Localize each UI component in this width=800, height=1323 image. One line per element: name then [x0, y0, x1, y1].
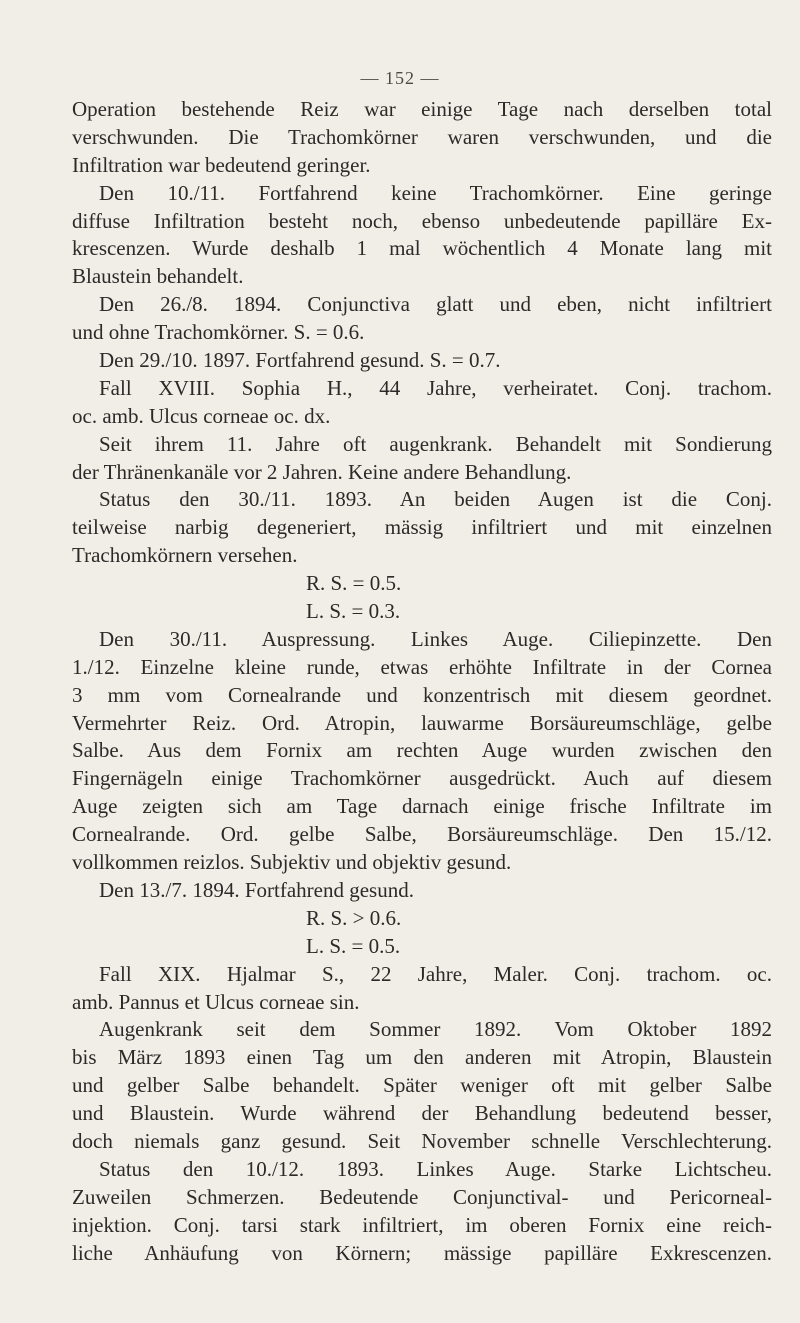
text-line: oc. amb. Ulcus corneae oc. dx.: [72, 403, 331, 428]
text-line: Fingernägeln einige Trachomkörner ausgedrückt. Auch auf diesem: [72, 766, 772, 791]
text-line: 3 mm vom Cornealrande und konzentrisch mit diesem geordnet.: [72, 682, 772, 707]
text-line: amb. Pannus et Ulcus corneae sin.: [72, 989, 360, 1014]
text-line: L. S. = 0.5.: [306, 933, 401, 958]
text-line: Status den 10./12. 1893. Linkes Auge. Starke Lichtscheu.: [99, 1156, 772, 1181]
text-line: diffuse Infiltration besteht noch, ebenso unbedeutende papilläre Ex-: [72, 208, 772, 233]
text-line: und ohne Trachomkörner. S. = 0.6.: [72, 320, 365, 345]
text-line: krescenzen. Wurde deshalb 1 mal wöchentlich 4 Monate lang mit: [72, 236, 772, 261]
text-line: Den 30./11. Auspressung. Linkes Auge. Ciliepinzette. Den: [99, 626, 772, 651]
text-line: Fall XVIII. Sophia H., 44 Jahre, verheiratet. Conj. trachom.: [99, 375, 772, 400]
text-line: Vermehrter Reiz. Ord. Atropin, lauwarme Borsäureumschläge, gelbe: [72, 710, 772, 735]
text-line: und gelber Salbe behandelt. Später weniger oft mit gelber Salbe: [72, 1073, 772, 1098]
text-line: Trachomkörnern versehen.: [72, 543, 298, 568]
text-line: Fall XIX. Hjalmar S., 22 Jahre, Maler. Conj. trachom. oc.: [99, 961, 772, 986]
text-line: Den 29./10. 1897. Fortfahrend gesund. S. = 0.7.: [99, 348, 501, 373]
text-line: Zuweilen Schmerzen. Bedeutende Conjunctival- und Pericorneal-: [72, 1184, 772, 1209]
body-text: [72, 96, 772, 1267]
text-line: Infiltration war bedeutend geringer.: [72, 152, 371, 177]
text-line: Augenkrank seit dem Sommer 1892. Vom Oktober 1892: [99, 1017, 772, 1042]
text-line: R. S. = 0.5.: [306, 571, 402, 596]
text-line: Seit ihrem 11. Jahre oft augenkrank. Behandelt mit Sondierung: [99, 431, 772, 456]
text-line: verschwunden. Die Trachomkörner waren verschwunden, und die: [72, 124, 772, 149]
text-line: Operation bestehende Reiz war einige Tage nach derselben total: [72, 97, 772, 121]
text-line: Den 10./11. Fortfahrend keine Trachomkörner. Eine geringe: [99, 180, 772, 205]
text-line: Den 13./7. 1894. Fortfahrend gesund.: [99, 877, 414, 902]
text-line: bis März 1893 einen Tag um den anderen mit Atropin, Blaustein: [72, 1045, 772, 1070]
text-line: teilweise narbig degeneriert, mässig infiltriert und mit einzelnen: [72, 515, 772, 540]
text-line: 1./12. Einzelne kleine runde, etwas erhöhte Infiltrate in der Cornea: [72, 654, 772, 679]
text-line: Salbe. Aus dem Fornix am rechten Auge wurden zwischen den: [72, 738, 772, 763]
text-line: Den 26./8. 1894. Conjunctiva glatt und eben, nicht infiltriert: [99, 292, 772, 317]
text-line: der Thränenkanäle vor 2 Jahren. Keine andere Behandlung.: [72, 459, 572, 484]
page-number: — 152 —: [360, 68, 440, 88]
text-line: doch niemals ganz gesund. Seit November schnelle Verschlechterung.: [72, 1128, 772, 1153]
text-line: Blaustein behandelt.: [72, 264, 244, 289]
text-line: vollkommen reizlos. Subjektiv und objektiv gesund.: [72, 850, 512, 875]
text-line: und Blaustein. Wurde während der Behandlung bedeutend besser,: [72, 1101, 772, 1126]
text-line: Cornealrande. Ord. gelbe Salbe, Borsäureumschläge. Den 15./12.: [72, 822, 772, 847]
text-line: injektion. Conj. tarsi stark infiltriert, im oberen Fornix eine reich-: [72, 1212, 772, 1237]
text-line: Auge zeigten sich am Tage darnach einige frische Infiltrate im: [72, 794, 772, 819]
text-line: R. S. > 0.6.: [306, 905, 402, 930]
text-line: L. S. = 0.3.: [306, 599, 401, 624]
text-line: Status den 30./11. 1893. An beiden Augen ist die Conj.: [99, 487, 772, 512]
text-line: liche Anhäufung von Körnern; mässige papilläre Exkrescenzen.: [72, 1240, 772, 1265]
